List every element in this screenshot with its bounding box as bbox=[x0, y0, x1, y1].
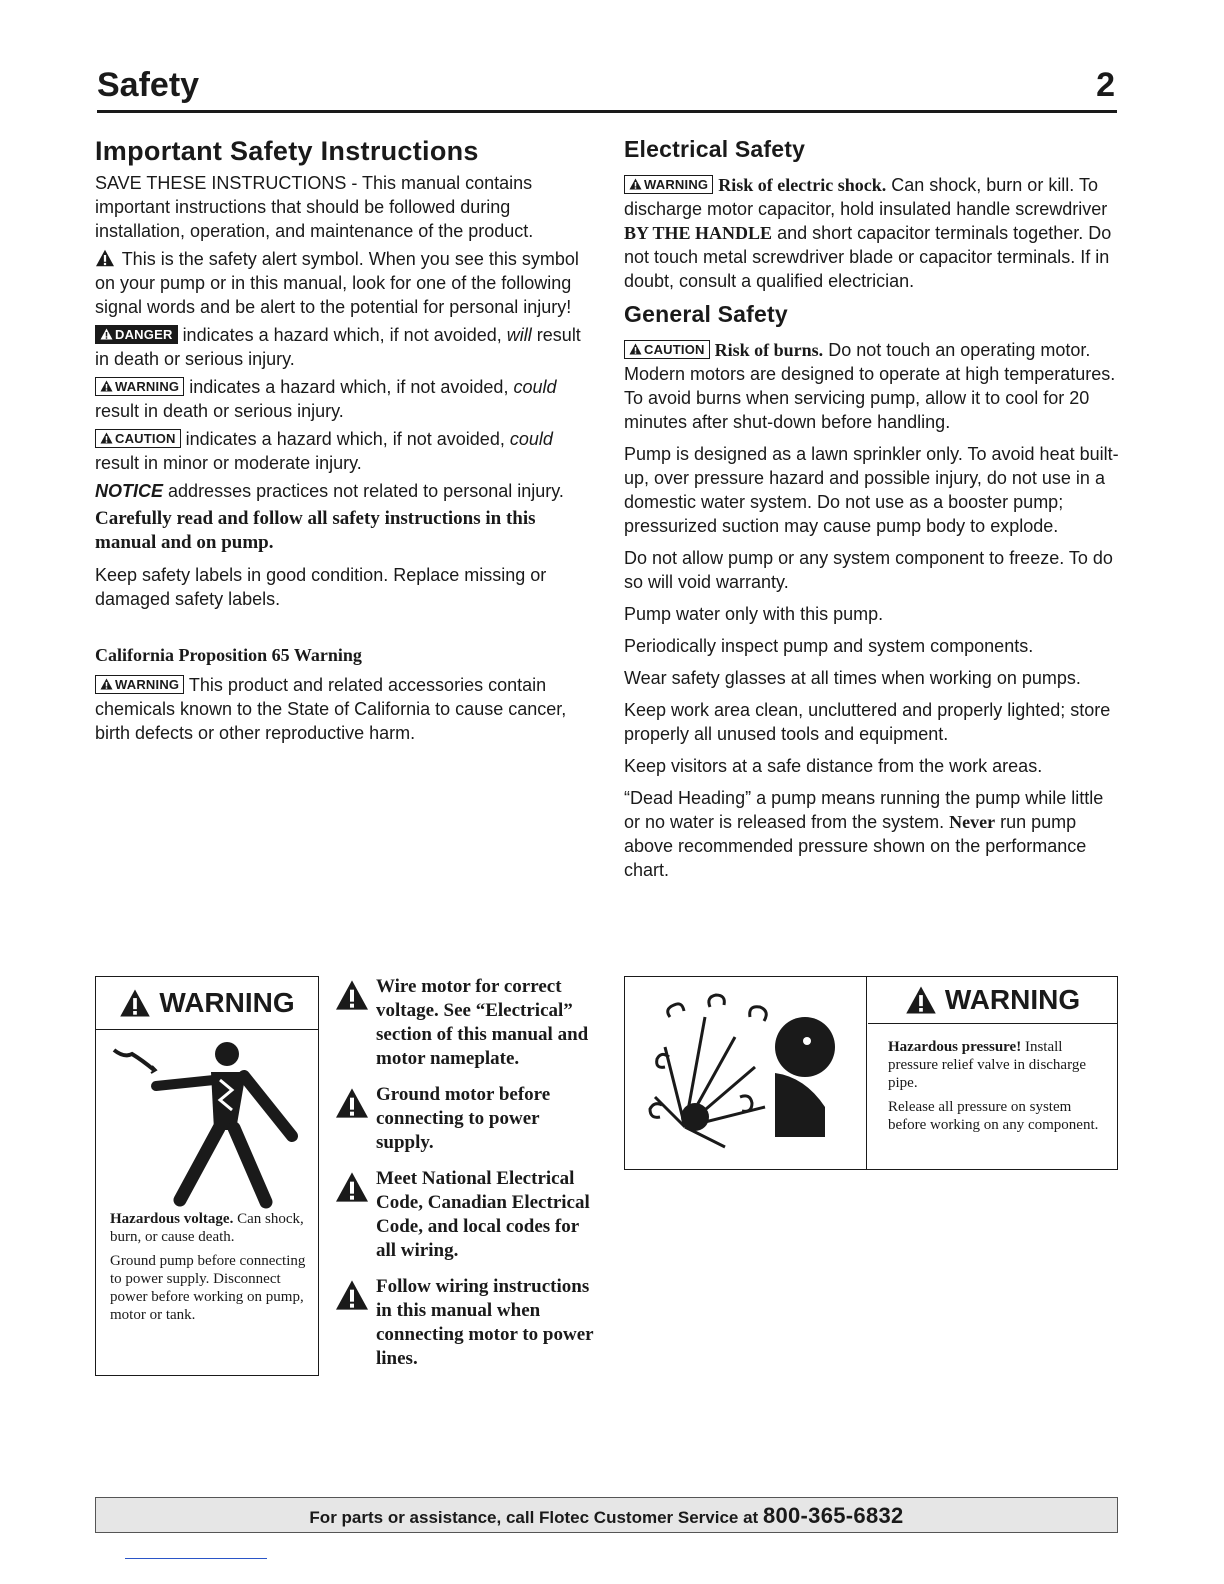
pressure-warning-title bbox=[868, 977, 1117, 1024]
caution-badge bbox=[95, 429, 181, 448]
gen-bold: Risk of burns. bbox=[714, 340, 824, 360]
elec-bold: Risk of electric shock. bbox=[718, 175, 887, 195]
bullet-text: Wire motor for correct voltage. See “Electrical” section of this manual and motor nameplate. bbox=[376, 976, 589, 1069]
dead-heading-paragraph bbox=[624, 786, 1124, 882]
dead-text-a: “Dead Heading” a pump means running the pump while little or no water is released from the system. bbox=[624, 788, 1104, 832]
footer-bar bbox=[95, 1497, 1118, 1533]
important-safety-heading: Important Safety Instructions bbox=[95, 136, 479, 166]
alert-triangle-icon bbox=[334, 1279, 370, 1311]
bullet-item bbox=[334, 1275, 594, 1371]
notice-text: addresses practices not related to personal injury. bbox=[168, 481, 564, 501]
pressure-warning-text bbox=[868, 1024, 1117, 1134]
alert-triangle-icon bbox=[629, 343, 642, 355]
lawn-paragraph: Pump is designed as a lawn sprinkler only. To avoid heat built-up, over pressure hazard and possible injury, do not use in a domestic water system. Do not use as a booster pump; pressurized suction may cause pump body to explode. bbox=[624, 444, 1119, 536]
bullet-text: Ground motor before connecting to power supply. bbox=[376, 1084, 551, 1153]
bullet-text: Follow wiring instructions in this manual when connecting motor to power lines. bbox=[376, 1276, 594, 1369]
alert-triangle-icon bbox=[334, 979, 370, 1011]
notice-emphasis: NOTICE bbox=[95, 481, 164, 501]
page-number: 2 bbox=[1096, 66, 1115, 104]
left-column bbox=[95, 136, 590, 753]
shock-bold: Hazardous voltage. bbox=[110, 1211, 234, 1227]
page-title: Safety bbox=[97, 66, 200, 104]
shock-warning-title bbox=[96, 977, 318, 1030]
dead-text-b: run pump above recommended pressure shown on the performance chart. bbox=[624, 812, 1087, 880]
prop65-warning-badge bbox=[95, 675, 184, 694]
caution-text-a: indicates a hazard which, if not avoided, bbox=[185, 429, 505, 449]
footer-phone: 800-365-6832 bbox=[762, 1503, 904, 1528]
warning-definition bbox=[95, 375, 590, 423]
keep-labels-text: Keep safety labels in good condition. Replace missing or damaged safety labels. bbox=[95, 565, 547, 609]
alert-triangle-icon bbox=[119, 988, 151, 1018]
pressure-warning-box bbox=[624, 976, 1118, 1170]
alert-triangle-icon bbox=[100, 380, 113, 392]
alert-triangle-icon bbox=[100, 328, 113, 340]
clean-paragraph: Keep work area clean, uncluttered and properly lighted; store properly all unused tools and equipment. bbox=[624, 700, 1111, 744]
alert-text: This is the safety alert symbol. When you see this symbol on your pump or in this manual, look for one of the following signal words and be alert to the potential for personal injury! bbox=[95, 249, 579, 317]
page-header bbox=[97, 66, 1117, 113]
general-safety-heading: General Safety bbox=[624, 301, 788, 327]
visitors-paragraph: Keep visitors at a safe distance from the work areas. bbox=[624, 756, 1043, 776]
danger-text-a: indicates a hazard which, if not avoided, bbox=[182, 325, 502, 345]
gen-text: Do not touch an operating motor. Modern motors are designed to operate at high temperatures. To avoid burns when servicing pump, allow it to cool for 20 minutes after shut-down before handling. bbox=[624, 340, 1116, 432]
pressure-text2: Release all pressure on system before working on any component. bbox=[888, 1099, 1099, 1133]
alert-triangle-icon bbox=[334, 1087, 370, 1119]
caution-emphasis: could bbox=[509, 429, 553, 449]
pressure-text1: Install pressure relief valve in discharge pipe. bbox=[888, 1039, 1086, 1091]
elec-badge-label: WARNING bbox=[644, 177, 709, 192]
caution-definition bbox=[95, 427, 590, 475]
water-paragraph: Pump water only with this pump. bbox=[624, 604, 884, 624]
danger-badge bbox=[95, 325, 178, 344]
footer-text: For parts or assistance, call Flotec Customer Service at bbox=[309, 1508, 759, 1527]
freeze-paragraph: Do not allow pump or any system component to freeze. To do so will void warranty. bbox=[624, 548, 1113, 592]
right-column bbox=[624, 136, 1124, 890]
glasses-paragraph: Wear safety glasses at all times when working on pumps. bbox=[624, 668, 1081, 688]
warning-badge bbox=[95, 377, 184, 396]
general-paragraph bbox=[624, 338, 1124, 434]
prop65-badge-label: WARNING bbox=[115, 677, 180, 692]
danger-badge-label: DANGER bbox=[115, 327, 173, 342]
safety-alert-icon bbox=[95, 249, 115, 267]
inspect-paragraph: Periodically inspect pump and system components. bbox=[624, 636, 1034, 656]
warning-text-b: result in death or serious injury. bbox=[95, 401, 344, 421]
prop65-heading: California Proposition 65 Warning bbox=[95, 645, 362, 665]
electrical-paragraph bbox=[624, 173, 1124, 293]
bullet-text: Meet National Electrical Code, Canadian Electrical Code, and local codes for all wiring. bbox=[376, 1168, 590, 1261]
pressure-text-panel bbox=[868, 977, 1117, 1140]
danger-definition bbox=[95, 323, 590, 371]
bullet-item bbox=[334, 1167, 594, 1263]
alert-triangle-icon bbox=[100, 432, 113, 444]
pressure-warning-label: WARNING bbox=[944, 984, 1081, 1015]
notice-definition bbox=[95, 479, 590, 503]
warning-badge-label: WARNING bbox=[115, 379, 180, 394]
electrical-warning-badge bbox=[624, 175, 713, 194]
pressure-bold: Hazardous pressure! bbox=[888, 1039, 1022, 1055]
danger-text-b: result in death or serious injury. bbox=[95, 325, 581, 369]
bullet-item bbox=[334, 1083, 594, 1155]
gen-badge-label: CAUTION bbox=[644, 342, 705, 357]
general-caution-badge bbox=[624, 340, 710, 359]
dead-bold: Never bbox=[949, 812, 996, 832]
elec-bold-handle: BY THE HANDLE bbox=[624, 223, 773, 243]
warning-emphasis: could bbox=[513, 377, 557, 397]
warning-text-a: indicates a hazard which, if not avoided, bbox=[189, 377, 509, 397]
caution-badge-label: CAUTION bbox=[115, 431, 176, 446]
elec-text-a: Can shock, burn or kill. To discharge motor capacitor, hold insulated handle screwdriver bbox=[624, 175, 1108, 219]
electric-shock-icon bbox=[96, 1030, 318, 1210]
alert-triangle-icon bbox=[334, 1171, 370, 1203]
electrical-safety-heading: Electrical Safety bbox=[624, 136, 806, 162]
shock-warning-text bbox=[96, 1210, 318, 1324]
explosion-icon bbox=[625, 977, 866, 1169]
alert-triangle-icon bbox=[100, 678, 113, 690]
alert-triangle-icon bbox=[629, 178, 642, 190]
elec-text-b: and short capacitor terminals together. Do not touch metal screwdriver blade or capacitor terminals. If in doubt, consult a qualified electrician. bbox=[624, 223, 1112, 291]
shock-text1: Can shock, burn, or cause death. bbox=[110, 1211, 304, 1245]
shock-text2: Ground pump before connecting to power supply. Disconnect power before working on pump, motor or tank. bbox=[110, 1253, 306, 1323]
alert-paragraph bbox=[95, 247, 590, 319]
shock-warning-label: WARNING bbox=[159, 987, 295, 1018]
danger-emphasis: will bbox=[506, 325, 532, 345]
wiring-bullets bbox=[334, 975, 594, 1383]
pressure-pictogram-panel bbox=[625, 977, 867, 1169]
prop65-paragraph bbox=[95, 673, 590, 745]
bullet-item bbox=[334, 975, 594, 1071]
caution-text-b: result in minor or moderate injury. bbox=[95, 453, 362, 473]
shock-warning-box bbox=[95, 976, 319, 1376]
prop65-text: This product and related accessories contain chemicals known to the State of California to cause cancer, birth defects or other reproductive harm. bbox=[95, 675, 567, 743]
alert-triangle-icon bbox=[905, 985, 937, 1015]
save-instructions-text: SAVE THESE INSTRUCTIONS - This manual contains important instructions that should be followed during installation, operation, and maintenance of the product. bbox=[95, 173, 534, 241]
divider bbox=[125, 1558, 267, 1559]
read-follow-text: Carefully read and follow all safety instructions in this manual and on pump. bbox=[95, 508, 536, 553]
